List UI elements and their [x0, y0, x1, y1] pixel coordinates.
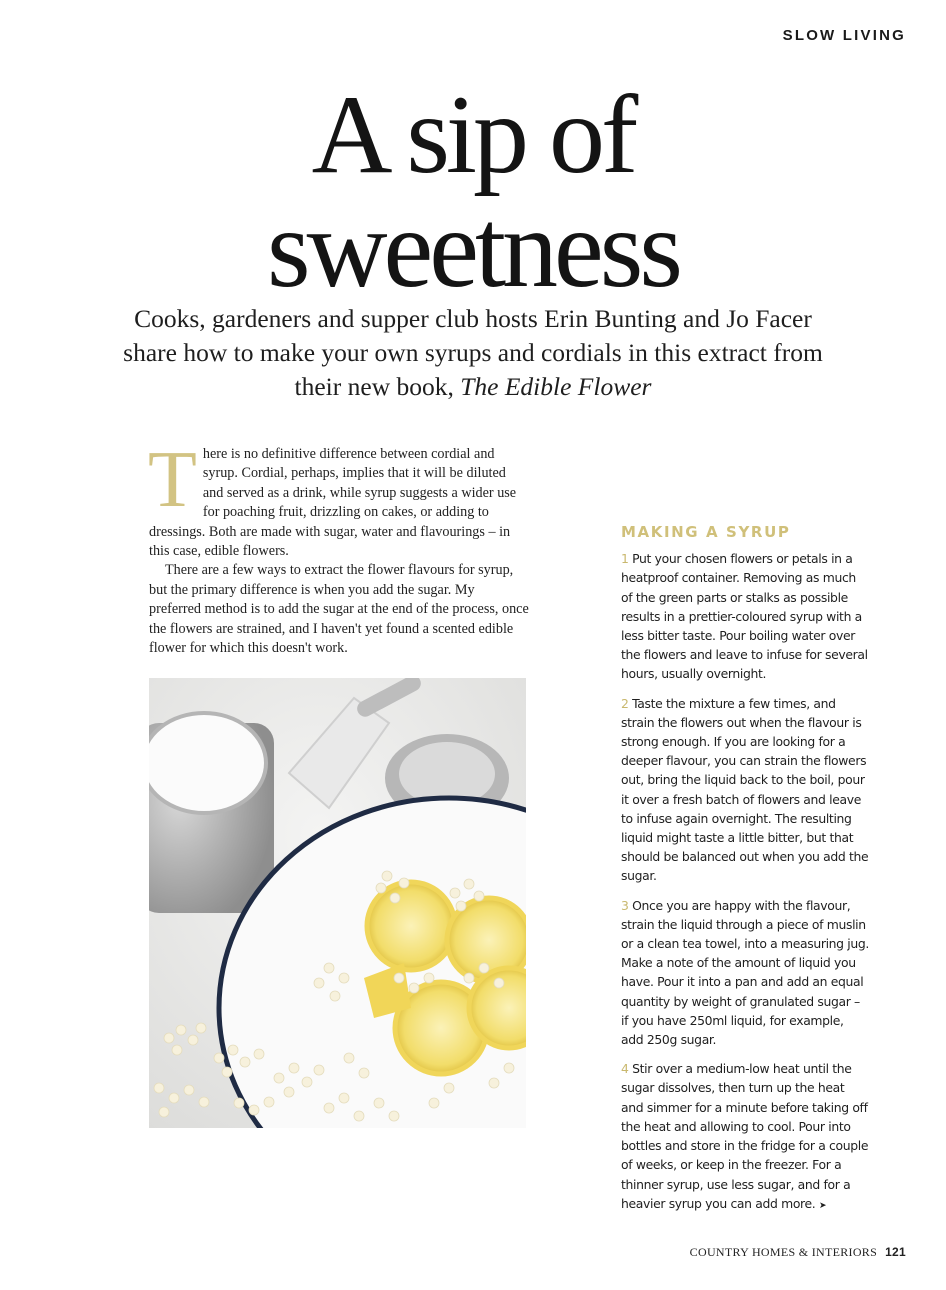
step-text: Put your chosen flowers or petals in a heatproof container. Removing as much of the green parts or stalks as possible results in a prettier-coloured syrup with a less bitter taste. Pour boiling water over the flowers and leave to infuse for several hours, usually overnight. — [621, 551, 868, 682]
step-text: Taste the mixture a few times, and strain the flowers out when the flavour is strong enough. If you are looking for a deeper flavour, you can strain the flowers out, bring the liquid back to the boil, pour it over a fresh batch of flowers and leave to infuse again overnight. The resulting liquid might taste a little bitter, but that should be balanced out when you add the sugar. — [621, 695, 869, 884]
headline-line-1: A sip of — [311, 73, 635, 197]
step-text: Stir over a medium-low heat until the sugar dissolves, then turn up the heat and simmer for a minute before taking off the heat and allowing to cool. Pour into bottles and store in the fridge for a couple of weeks, or keep in the freezer. For a thinner syrup, use less sugar, and for a heavier syrup you can add more. — [621, 1061, 869, 1211]
step-number: 4 — [621, 1061, 629, 1077]
page-footer — [690, 1245, 906, 1260]
intro-paragraph-2: There are a few ways to extract the flower flavours for syrup, but the primary difference is when you add the sugar. My preferred method is to add the sugar at the end of the process, once the flowers are strained, and I haven't yet found a scented edible flower for which this doesn't work. — [149, 562, 529, 657]
intro-paragraph-1 — [148, 436, 529, 561]
sidebar-heading: MAKING A SYRUP — [621, 523, 791, 541]
step-number: 1 — [621, 551, 629, 567]
headline-line-2: sweetness — [267, 187, 679, 311]
continue-arrow-icon: ➤ — [818, 1200, 827, 1211]
step-4 — [621, 1059, 869, 1216]
step-1 — [621, 549, 869, 683]
photo-illustration — [149, 678, 526, 1128]
elderflower-lemon-photo — [149, 678, 526, 1128]
step-number: 3 — [621, 897, 629, 913]
intro-copy — [148, 436, 529, 658]
magazine-name: COUNTRY HOMES & INTERIORS — [689, 1245, 878, 1259]
intro-paragraph-1-text: here is no definitive difference between cordial and syrup. Cordial, perhaps, implies that it will be diluted and served as a drink, while syrup suggests a wider use for poaching fruit, drizzling on cakes, or adding to dressings. Both are made with sugar, water and flavourings – in this case, edible flowers. — [149, 446, 517, 560]
page-number: 121 — [885, 1245, 906, 1259]
standfirst-text: Cooks, gardeners and supper club hosts Erin Bunting and Jo Facer share how to make your own syrups and cordials in this extract from their new book, — [123, 304, 823, 401]
book-title: The Edible Flower — [460, 372, 652, 401]
step-2 — [621, 694, 869, 886]
article-headline — [0, 73, 946, 311]
step-number: 2 — [621, 695, 629, 711]
drop-cap: T — [148, 436, 197, 524]
step-3 — [621, 896, 869, 1050]
section-label: SLOW LIVING — [782, 27, 906, 44]
standfirst — [120, 302, 826, 404]
making-a-syrup-sidebar — [621, 523, 869, 1226]
step-text: Once you are happy with the flavour, strain the liquid through a piece of muslin or a clean tea towel, into a measuring jug. Make a note of the amount of liquid you have. Pour it into a pan and add an equal quantity by weight of granulated sugar – if you have 250ml liquid, for example, add 250g sugar. — [621, 897, 869, 1048]
